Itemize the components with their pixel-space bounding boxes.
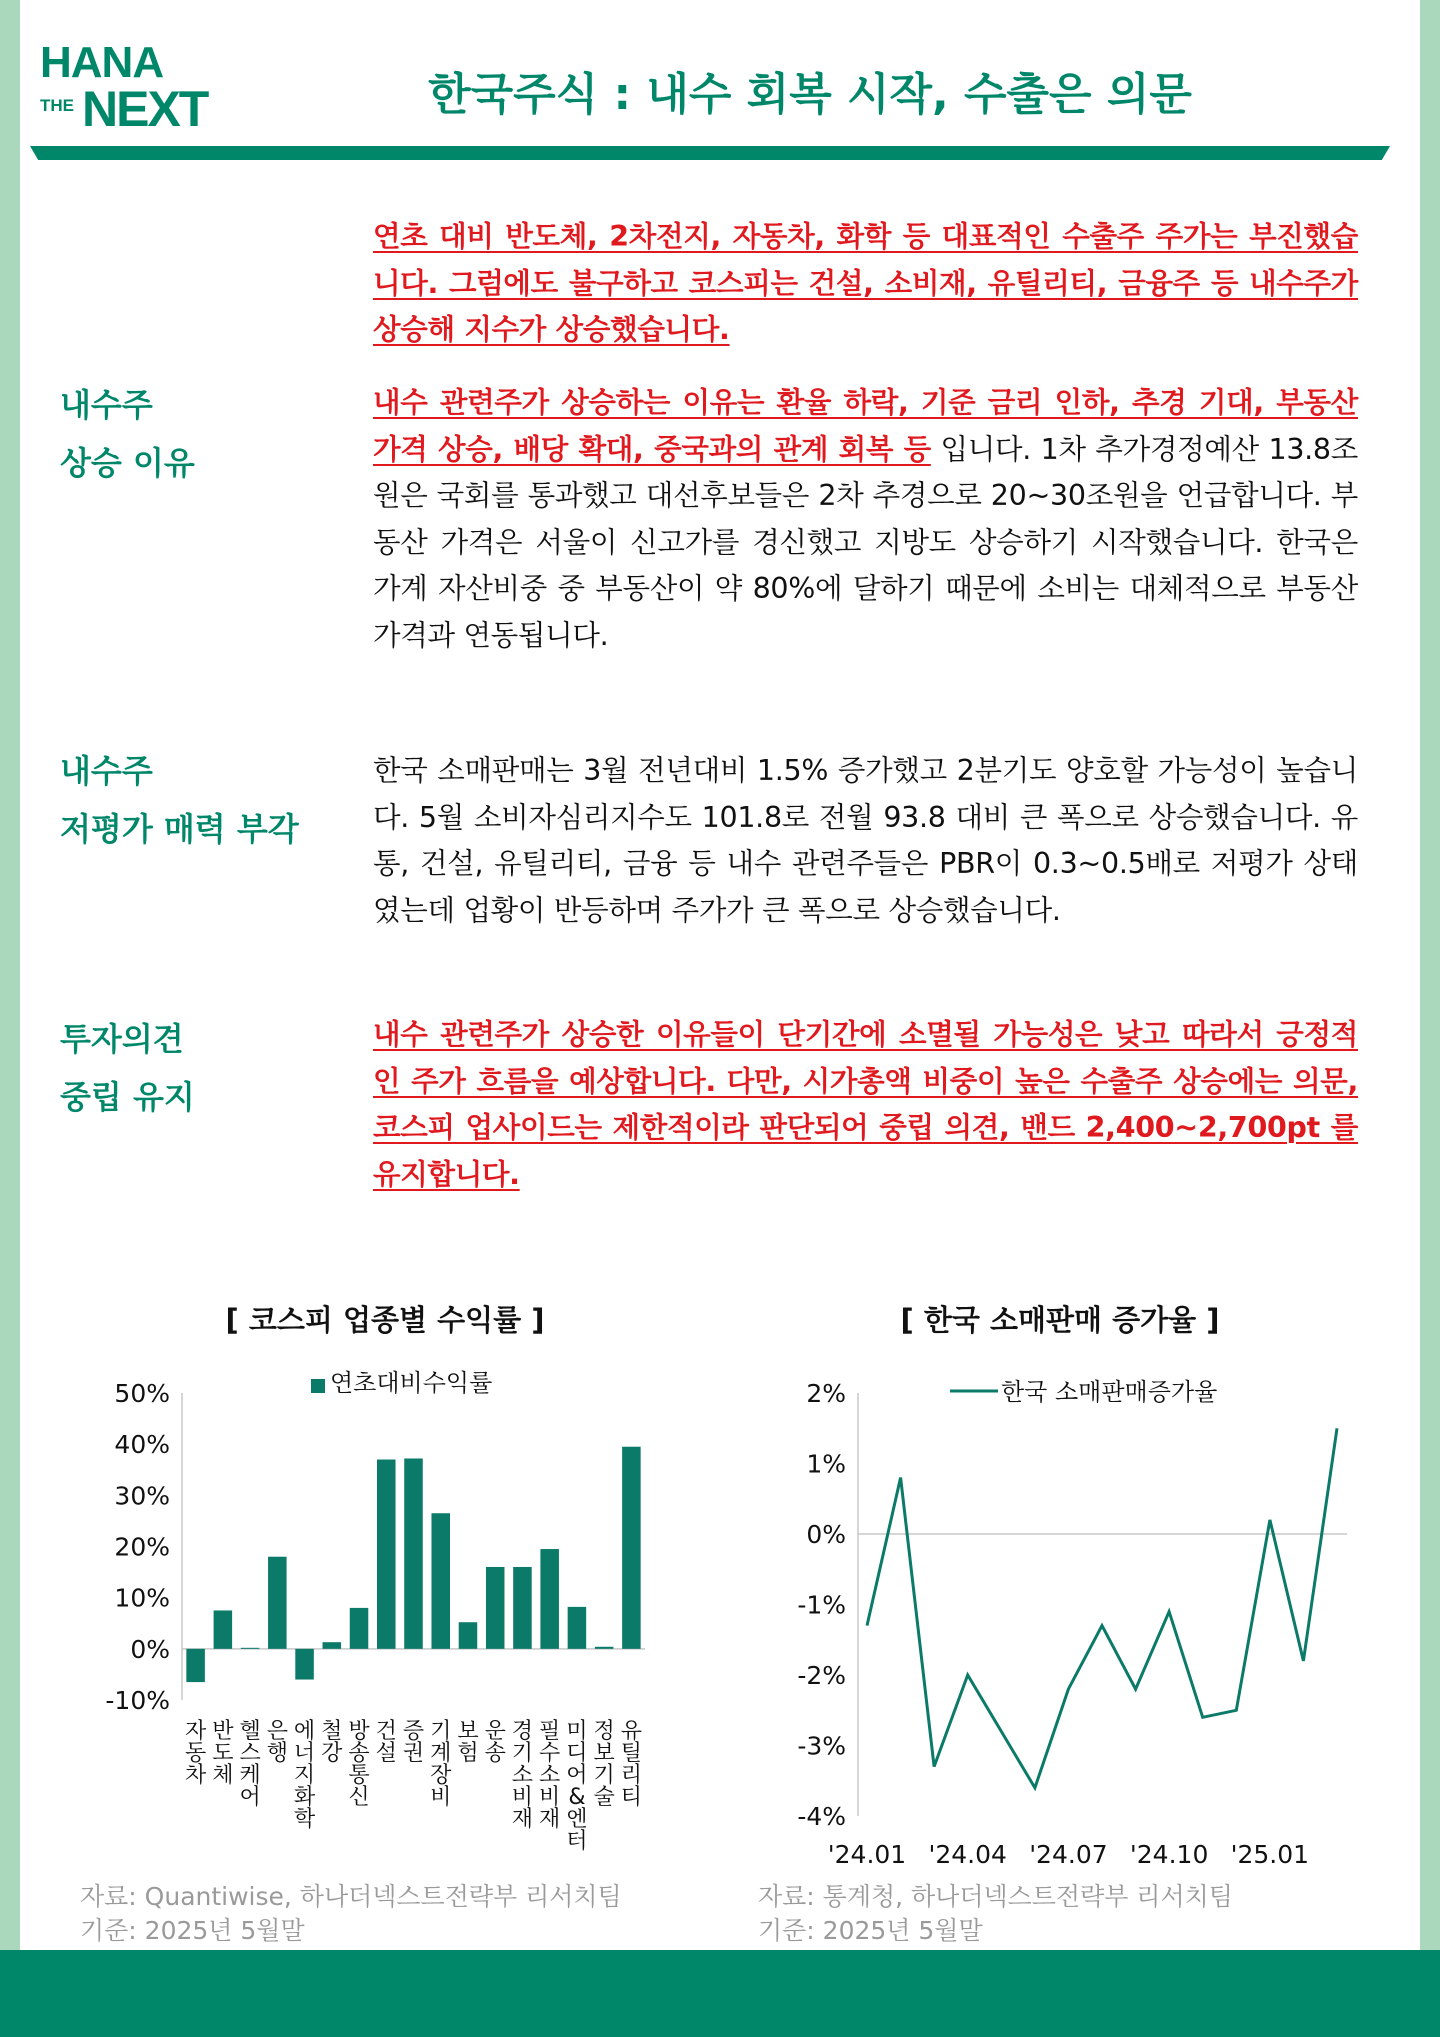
bar bbox=[186, 1649, 205, 1682]
retail-sales-line-chart bbox=[740, 1360, 1380, 1880]
x-category-label: 운 송 bbox=[484, 1719, 506, 1766]
line-chart-title: [ 한국 소매판매 증가율 ] bbox=[900, 1303, 1220, 1337]
section-label-domestic-rise bbox=[60, 376, 340, 492]
source-line: 자료: 통계청, 하나더넥스트전략부 리서치팀 bbox=[758, 1882, 1233, 1911]
x-category-label: 기 계 장 비 bbox=[430, 1719, 452, 1810]
y-tick-label: -1% bbox=[797, 1590, 846, 1620]
y-tick-label: 20% bbox=[114, 1532, 170, 1562]
x-category-label: 보 험 bbox=[457, 1719, 479, 1766]
intro-paragraph bbox=[373, 214, 1358, 354]
intro-highlight: 연초 대비 반도체, 2차전지, 자동차, 화학 등 대표적인 수출주 주가는 부진했습니다. 그럼에도 불구하고 코스피는 건설, 소비재, 유틸리티, 금융주 등 내수주가 상승해 지수가 상승했습니다. bbox=[373, 220, 1358, 346]
x-category-label: 건 설 bbox=[375, 1719, 397, 1766]
basis-line: 기준: 2025년 5월말 bbox=[80, 1916, 305, 1945]
x-category-label: 자 동 차 bbox=[184, 1719, 207, 1788]
x-category-label: 에 너 지 화 학 bbox=[293, 1719, 316, 1832]
x-category-label: 반 도 체 bbox=[212, 1719, 234, 1788]
y-tick-label: 2% bbox=[806, 1379, 846, 1408]
y-tick-label: 1% bbox=[806, 1449, 846, 1479]
section-paragraph-domestic-rise bbox=[373, 380, 1358, 659]
x-tick-label: '24.01 bbox=[827, 1840, 907, 1869]
bar bbox=[404, 1458, 423, 1648]
x-tick-label: '24.04 bbox=[928, 1840, 1007, 1869]
source-line: 자료: Quantiwise, 하나더넥스트전략부 리서치팀 bbox=[80, 1882, 622, 1911]
section-label-line2: 저평가 매력 부각 bbox=[60, 810, 299, 848]
x-category-label: 경 기 소 비 재 bbox=[511, 1719, 534, 1832]
section-highlight: 내수 관련주가 상승한 이유들이 단기간에 소멸될 가능성은 낮고 따라서 긍정적인 주가 흐름을 예상합니다. 다만, 시가총액 비중이 높은 수출주 상승에는 의문, 코스피 업사이드는 제한적이라 판단되어 중립 의견, 밴드 2,400~2,700pt 를 유지합니다. bbox=[373, 1018, 1358, 1191]
x-category-label: 정 보 기 술 bbox=[593, 1719, 615, 1810]
legend-label: 한국 소매판매증가율 bbox=[1001, 1378, 1218, 1406]
bar bbox=[323, 1642, 342, 1649]
y-tick-label: -4% bbox=[797, 1802, 846, 1831]
section-text: 입니다. 1차 추가경정예산 13.8조원은 국회를 통과했고 대선후보들은 2차 추경으로 20~30조원을 언급합니다. 부동산 가격은 서울이 신고가를 경신했고 지방도 상승하기 시작했습니다. 한국은 가계 자산비중 중 부동산이 약 80%에 달하기 때문에 소비는 대체적으로 부동산 가격과 연동됩니다. bbox=[373, 432, 1358, 652]
x-category-label: 증 권 bbox=[402, 1719, 425, 1766]
y-tick-label: 50% bbox=[114, 1379, 170, 1408]
bar bbox=[622, 1447, 641, 1649]
bar bbox=[350, 1608, 369, 1649]
x-category-label: 필 수 소 비 재 bbox=[539, 1719, 561, 1832]
bar bbox=[540, 1549, 559, 1649]
bar bbox=[486, 1567, 505, 1649]
x-category-label: 방 송 통 신 bbox=[348, 1719, 370, 1810]
bar bbox=[513, 1567, 532, 1649]
logo-the: THE bbox=[40, 96, 74, 115]
footer-band bbox=[0, 1950, 1440, 2037]
section-text: 한국 소매판매는 3월 전년대비 1.5% 증가했고 2분기도 양호할 가능성이 높습니다. 5월 소비자심리지수도 101.8로 전월 93.8 대비 큰 폭으로 상승했습니다. 유통, 건설, 유틸리티, 금융 등 내수 관련주들은 PBR이 0.3~0.5배로 저평가 상태였는데 업황이 반등하며 주가가 큰 폭으로 상승했습니다. bbox=[373, 754, 1358, 927]
retail-sales-line bbox=[867, 1428, 1337, 1788]
bar bbox=[459, 1622, 478, 1649]
section-label-line2: 중립 유지 bbox=[60, 1078, 195, 1116]
y-tick-label: 0% bbox=[130, 1634, 170, 1664]
section-label-line1: 내수주 bbox=[60, 752, 153, 790]
bar bbox=[214, 1610, 233, 1648]
section-label-line2: 상승 이유 bbox=[60, 444, 195, 482]
x-category-label: 미 디 어 & 엔 터 bbox=[566, 1719, 588, 1854]
y-tick-label: 0% bbox=[806, 1520, 846, 1549]
bar bbox=[268, 1557, 287, 1649]
line-chart-source bbox=[758, 1880, 1233, 1948]
bar bbox=[595, 1647, 614, 1649]
y-tick-label: -3% bbox=[797, 1731, 846, 1761]
bar bbox=[295, 1649, 314, 1680]
page-title: 한국주식 : 내수 회복 시작, 수출은 의문 bbox=[428, 69, 1192, 120]
x-category-label: 철 강 bbox=[321, 1719, 343, 1766]
bar bbox=[241, 1648, 260, 1649]
y-tick-label: -10% bbox=[105, 1686, 170, 1715]
y-tick-label: -2% bbox=[797, 1661, 846, 1690]
legend-swatch bbox=[311, 1379, 325, 1393]
y-tick-label: 30% bbox=[114, 1481, 170, 1511]
bar bbox=[377, 1460, 396, 1649]
logo-next: NEXT bbox=[82, 81, 208, 137]
basis-line: 기준: 2025년 5월말 bbox=[758, 1916, 983, 1945]
x-category-label: 헬 스 케 어 bbox=[239, 1719, 261, 1810]
bar-chart-source bbox=[80, 1880, 622, 1948]
section-label-line1: 내수주 bbox=[60, 386, 153, 424]
x-category-label: 은 행 bbox=[266, 1719, 288, 1766]
sector-return-bar-chart bbox=[70, 1360, 700, 1880]
section-label-undervalued bbox=[60, 742, 340, 858]
bar-chart-title: [ 코스피 업종별 수익률 ] bbox=[225, 1303, 545, 1337]
bar bbox=[568, 1607, 587, 1649]
section-label-opinion bbox=[60, 1010, 340, 1126]
x-tick-label: '24.10 bbox=[1129, 1840, 1209, 1869]
bar bbox=[431, 1513, 450, 1649]
section-highlight: 내수 관련주가 상승하는 이유는 환율 하락, 기준 금리 인하, 추경 기대, 부동산 가격 상승, 배당 확대, 중국과의 관계 회복 등 bbox=[373, 386, 1358, 466]
section-paragraph-undervalued bbox=[373, 748, 1358, 934]
legend-label: 연초대비수익률 bbox=[330, 1369, 493, 1397]
section-label-line1: 투자의견 bbox=[60, 1020, 184, 1058]
y-tick-label: 40% bbox=[114, 1430, 170, 1460]
header-rule bbox=[30, 146, 1390, 160]
y-tick-label: 10% bbox=[114, 1583, 170, 1613]
logo-hana: HANA bbox=[40, 38, 164, 87]
x-tick-label: '24.07 bbox=[1029, 1840, 1108, 1869]
x-tick-label: '25.01 bbox=[1230, 1840, 1310, 1869]
x-category-label: 유 틸 리 티 bbox=[620, 1719, 643, 1810]
section-paragraph-opinion bbox=[373, 1012, 1358, 1198]
